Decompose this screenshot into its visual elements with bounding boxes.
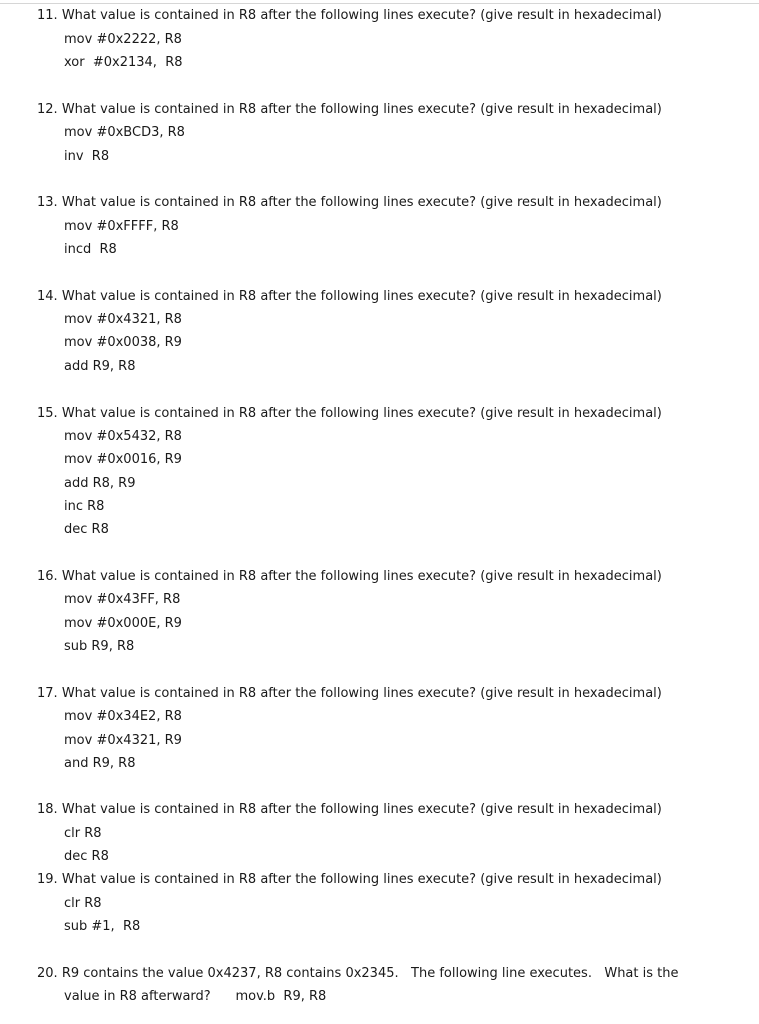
question-text: What value is contained in R8 after the following lines execute? (give result in hexadecimal) bbox=[61, 569, 662, 584]
question-text: What value is contained in R8 after the following lines execute? (give result in hexadecimal) bbox=[61, 406, 662, 421]
code-line: mov #0x4321, R8 bbox=[64, 312, 182, 327]
code-line: and R9, R8 bbox=[64, 756, 136, 771]
question-number: 19. bbox=[37, 872, 58, 887]
code-line: mov #0x43FF, R8 bbox=[64, 592, 181, 607]
code-line: mov #0x34E2, R8 bbox=[64, 709, 182, 724]
question-number: 11. bbox=[37, 8, 58, 23]
code-line: dec R8 bbox=[64, 849, 109, 864]
code-line: xor #0x2134, R8 bbox=[64, 55, 183, 70]
question-text: What value is contained in R8 after the following lines execute? (give result in hexadecimal) bbox=[61, 102, 662, 117]
question-15 bbox=[37, 405, 662, 423]
question-14 bbox=[37, 288, 662, 306]
code-line: add R9, R8 bbox=[64, 359, 136, 374]
question-text: What value is contained in R8 after the following lines execute? (give result in hexadecimal) bbox=[61, 686, 662, 701]
question-17 bbox=[37, 685, 662, 703]
question-12 bbox=[37, 101, 662, 119]
code-line: dec R8 bbox=[64, 522, 109, 537]
question-11 bbox=[37, 7, 662, 25]
code-line: mov #0x0038, R9 bbox=[64, 335, 182, 350]
question-number: 12. bbox=[37, 102, 58, 117]
question-number: 14. bbox=[37, 289, 58, 304]
code-line: mov #0xBCD3, R8 bbox=[64, 125, 185, 140]
question-20 bbox=[37, 965, 678, 983]
code-line: mov #0x0016, R9 bbox=[64, 452, 182, 467]
question-number: 18. bbox=[37, 802, 58, 817]
code-line: mov #0x2222, R8 bbox=[64, 32, 182, 47]
page-top-border bbox=[0, 0, 759, 4]
code-line: inv R8 bbox=[64, 149, 110, 164]
code-line: inc R8 bbox=[64, 499, 105, 514]
question-number: 16. bbox=[37, 569, 58, 584]
question-text: What value is contained in R8 after the following lines execute? (give result in hexadecimal) bbox=[61, 872, 662, 887]
question-text: What value is contained in R8 after the following lines execute? (give result in hexadecimal) bbox=[61, 802, 662, 817]
code-line: incd R8 bbox=[64, 242, 117, 257]
question-16 bbox=[37, 568, 662, 586]
question-text: What value is contained in R8 after the following lines execute? (give result in hexadecimal) bbox=[61, 8, 662, 23]
question-18 bbox=[37, 801, 662, 819]
question-text: What value is contained in R8 after the following lines execute? (give result in hexadecimal) bbox=[61, 289, 662, 304]
code-line: sub #1, R8 bbox=[64, 919, 141, 934]
question-13 bbox=[37, 194, 662, 212]
code-line: mov #0x5432, R8 bbox=[64, 429, 182, 444]
question-text: What value is contained in R8 after the following lines execute? (give result in hexadecimal) bbox=[61, 195, 662, 210]
code-line: mov #0x4321, R9 bbox=[64, 733, 182, 748]
code-line: sub R9, R8 bbox=[64, 639, 135, 654]
code-line: clr R8 bbox=[64, 896, 102, 911]
code-line: add R8, R9 bbox=[64, 476, 136, 491]
question-number: 15. bbox=[37, 406, 58, 421]
question-number: 13. bbox=[37, 195, 58, 210]
question-number: 20. bbox=[37, 966, 58, 981]
question-text: R9 contains the value 0x4237, R8 contains 0x2345. The following line executes. What is the bbox=[61, 966, 679, 981]
code-line: mov #0x000E, R9 bbox=[64, 616, 182, 631]
question-continuation: value in R8 afterward? mov.b R9, R8 bbox=[64, 989, 327, 1004]
code-line: clr R8 bbox=[64, 826, 102, 841]
code-line: mov #0xFFFF, R8 bbox=[64, 219, 179, 234]
question-number: 17. bbox=[37, 686, 58, 701]
question-19 bbox=[37, 871, 662, 889]
